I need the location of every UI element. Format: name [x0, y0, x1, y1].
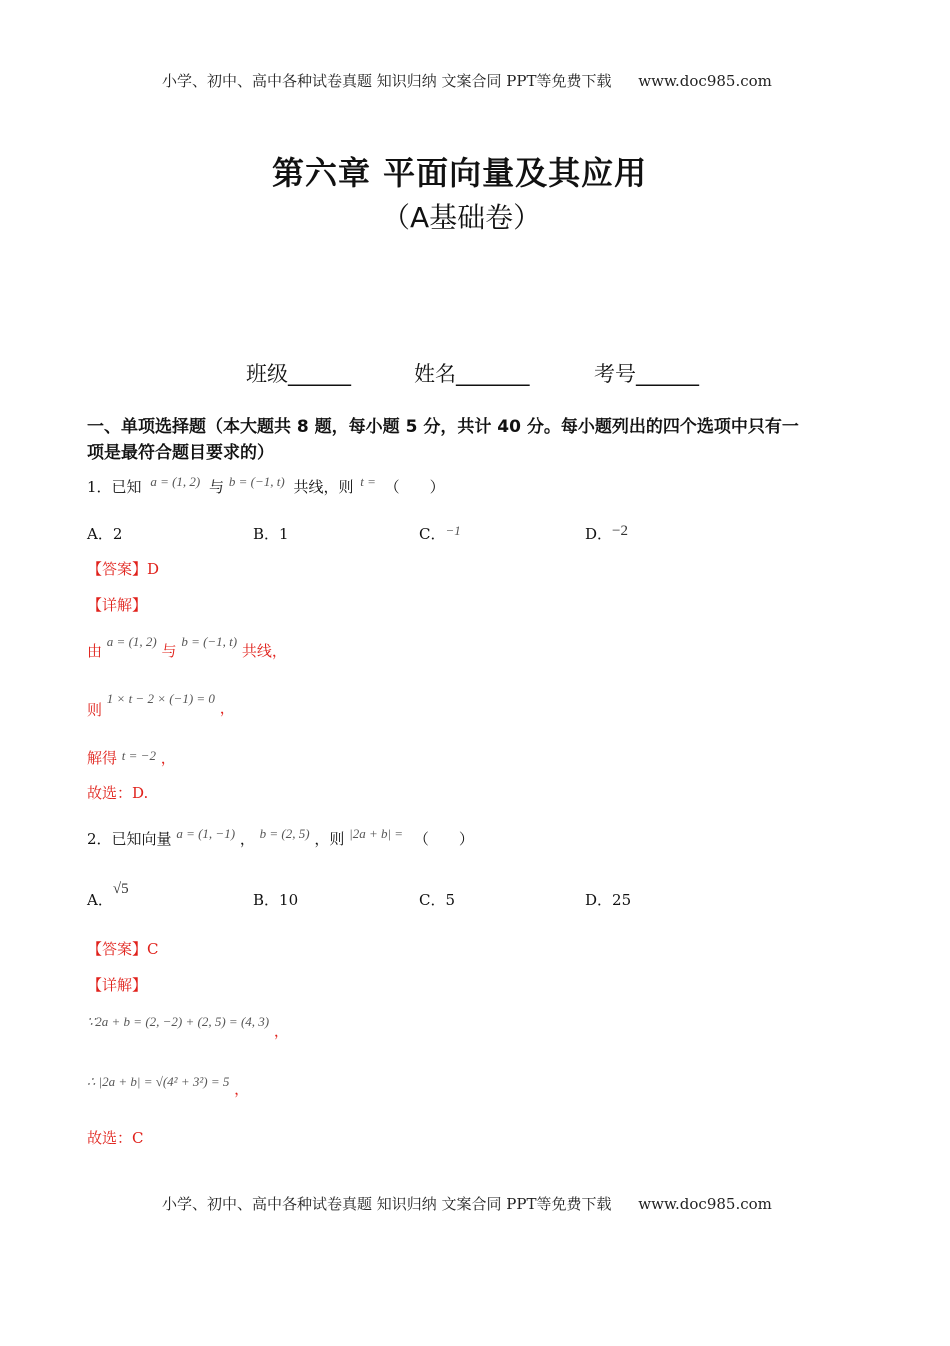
q1-t: t = — [360, 474, 376, 489]
q1-option-d[interactable]: D．−2 — [585, 523, 628, 543]
q1-detail-line3: 解得 t = −2 ， — [87, 748, 176, 767]
q1-detail-line1: 由 a = (1, 2) 与 b = (−1, t) 共线， — [87, 634, 287, 660]
footer-site-link[interactable]: www.doc985.com — [638, 1195, 772, 1213]
section-heading-line1: 一、单项选择题（本大题共 8 题，每小题 5 分，共计 40 分。每小题列出的四个选项中只有一 — [87, 417, 799, 437]
q2-detail-line1: ∵2a + b = (2, −2) + (2, 5) = (4, 3) ， — [87, 1014, 289, 1040]
header-text: 小学、初中、高中各种试卷真题 知识归纳 文案合同 PPT等免费下载 — [162, 72, 612, 90]
q1-detail-line2: 则 1 × t − 2 × (−1) = 0 ， — [87, 691, 235, 719]
q1-vector-a: a = (1, 2) — [150, 474, 201, 489]
q1-option-c-value: −1 — [445, 523, 461, 538]
footer-text: 小学、初中、高中各种试卷真题 知识归纳 文案合同 PPT等免费下载 — [162, 1195, 612, 1213]
q1-mid: 与 — [209, 478, 225, 496]
question-2: 2．已知向量 a = (1, −1) ， b = (2, 5) ，则 |2a + b| = （ ） — [87, 826, 474, 848]
q2-conclusion: 故选：C — [87, 1129, 144, 1147]
q1-option-b[interactable]: B．1 — [253, 525, 289, 543]
q1-suffix: 共线，则 — [293, 478, 354, 496]
q2-vector-a: a = (1, −1) — [176, 826, 236, 841]
q2-expression: |2a + b| = — [349, 826, 404, 841]
q2-vector-b: b = (2, 5) — [259, 826, 310, 841]
q2-option-b[interactable]: B．10 — [253, 891, 299, 909]
page-header — [162, 70, 772, 91]
q1-vector-b: b = (−1, t) — [228, 474, 285, 489]
q1-option-c[interactable]: C．−1 — [419, 523, 461, 543]
q2-option-a[interactable]: A．√5 — [87, 881, 129, 909]
class-field[interactable]: 班级______ — [246, 362, 351, 386]
page-title: 第六章 平面向量及其应用 — [272, 154, 648, 192]
q1-option-d-value: −2 — [612, 523, 628, 539]
q2-detail-label: 【详解】 — [87, 976, 148, 994]
q2-option-c[interactable]: C．5 — [419, 891, 456, 909]
page-footer — [162, 1193, 772, 1214]
q1-paren: （ ） — [384, 478, 445, 496]
name-field[interactable]: 姓名_______ — [414, 362, 530, 386]
q1-conclusion: 故选：D. — [87, 784, 149, 802]
q2-option-a-value: √5 — [112, 881, 129, 897]
q1-detail-label: 【详解】 — [87, 596, 148, 614]
q2-detail-line2: ∴ |2a + b| = √(4² + 3²) = 5 ， — [87, 1074, 250, 1098]
question-1 — [87, 470, 445, 496]
q2-option-d[interactable]: D．25 — [585, 891, 632, 909]
section-heading-line2: 项是最符合题目要求的） — [87, 443, 274, 463]
q2-answer: 【答案】C — [87, 940, 159, 958]
q1-option-a[interactable]: A．2 — [87, 525, 123, 543]
header-site-link[interactable]: www.doc985.com — [638, 72, 772, 90]
exam-id-field[interactable]: 考号______ — [594, 362, 699, 386]
page-subtitle: （A基础卷） — [382, 201, 542, 234]
q1-prefix: 1．已知 — [87, 478, 142, 496]
q1-answer: 【答案】D — [87, 560, 160, 578]
